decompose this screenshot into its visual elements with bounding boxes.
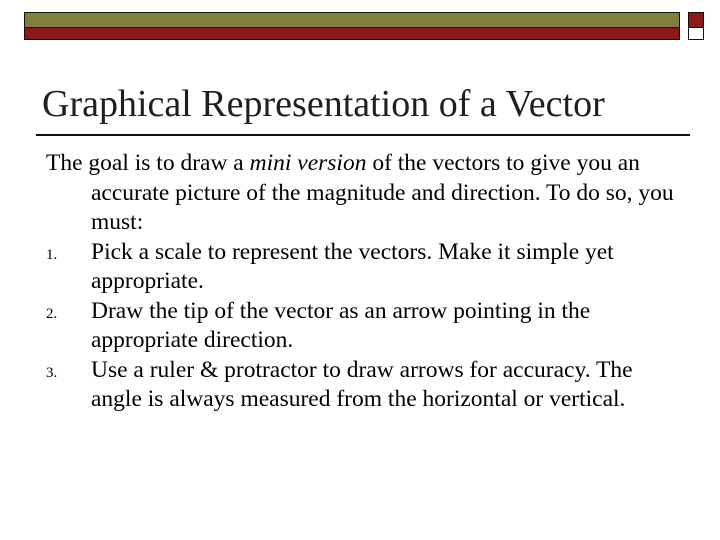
header-bar-olive [24,12,680,28]
intro-before: The goal is to draw a [46,150,250,176]
steps-list [46,238,686,415]
header-square-red [688,12,704,28]
step-text: Draw the tip of the vector as an arrow pointing in the appropriate direction. [91,297,591,353]
step-number: 2. [46,305,58,322]
step-number: 3. [46,364,58,381]
header-square-white [688,28,704,40]
slide-body [46,149,686,415]
step-text: Pick a scale to represent the vectors. Make it simple yet appropriate. [91,238,614,294]
intro-paragraph [46,149,686,238]
slide-title: Graphical Representation of a Vector [42,83,605,125]
title-divider [36,134,690,136]
step-text: Use a ruler & protractor to draw arrows for accuracy. The angle is always measured from the horizontal or vertical. [91,356,633,412]
list-item [46,238,686,297]
intro-emphasis: mini version [249,150,367,176]
step-number: 1. [46,246,58,263]
list-item [46,356,686,415]
header-bar-red [24,28,680,40]
list-item [46,297,686,356]
intro-after: of the vectors to give you an accurate picture of the magnitude and direction. To do so, you must: [91,150,674,235]
